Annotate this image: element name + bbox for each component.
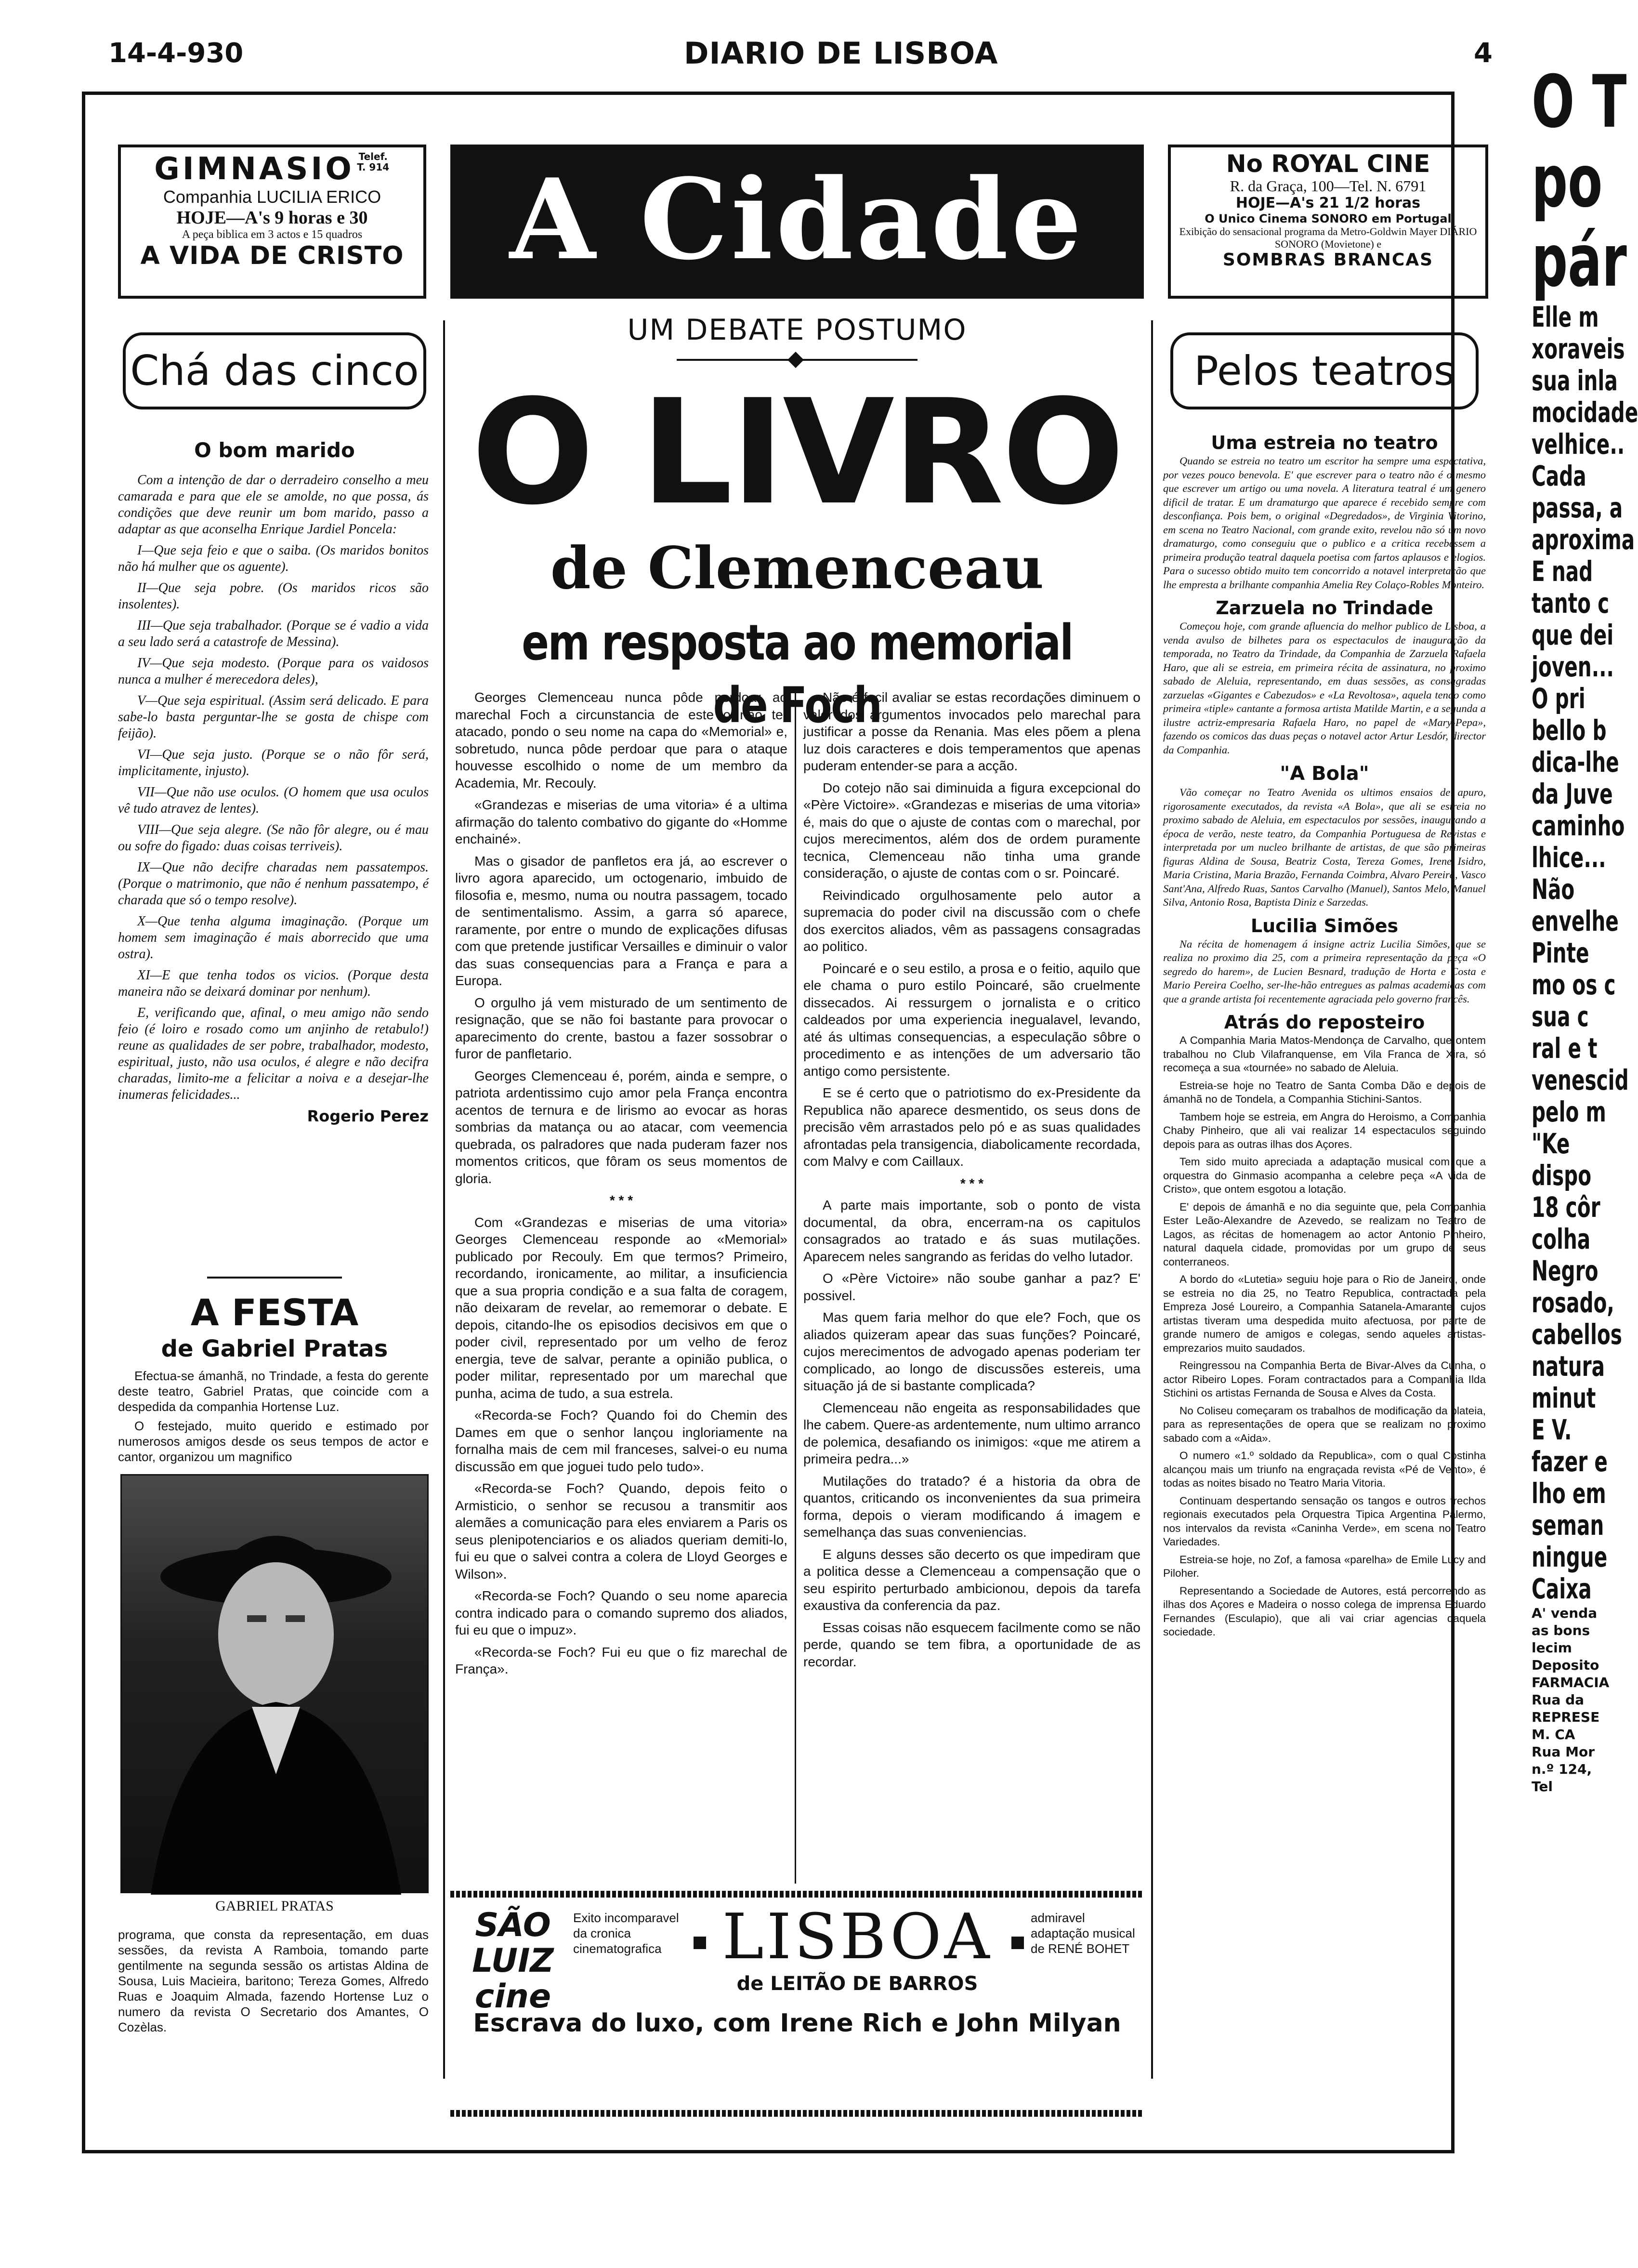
sao-luiz-logo: SÃO LUIZ cine xyxy=(472,1906,554,2016)
edge-strip-line: Pinte xyxy=(1532,936,1589,969)
edge-strip-line: A' venda xyxy=(1532,1605,1598,1621)
reposteiro-item: A bordo do «Lutetia» seguiu hoje para o Rio de Janeiro, onde se estreia no dia 25, no Teatro Republica, contractada pela Empreza José Loureiro, a Companhia Satanela-Amarante, cujos artistas tiveram uma despedida muito afectuosa, por parte de grande numero de amigos e colegas, sendo aqueles artistas-emprezarios muito saudados. xyxy=(1163,1273,1486,1354)
gimnasio-company: Companhia LUCILIA ERICO xyxy=(163,187,381,207)
edge-strip-line: rosado, xyxy=(1532,1286,1614,1319)
zarzuela-text: Começou hoje, com grande afluencia do melhor publico de Lisboa, a venda avulso de bilhetes para os espectaculos de inauguração da temporada, no Teatro da Trindade, da Companhia de Zarzuela Rafaela Haro, que ali se estreia, em primeira récita de assinatura, no proximo sabado de Aleluia, representando, em duas sessões, as consagradas zarzuelas «Gigantes e Cabezudos» e «La Revoltosa», aquela tendo como primeira «tiple» cantante a formosa artista Matilde Martin, e a segunda a ilustre actriz-empresaria Rafaela Haro, no papel de «Mary-Pepa», fazendo os comicos das duas peças o notavel actor Artur Lesdór, director da Companhia. xyxy=(1163,620,1486,756)
main-paragraph: Mutilações do tratado? é a historia da obra de quantos, criticando os inconvenientes da sua primeira forma, depois o vieram modificando á imagem e semelhança das suas conveniencias. xyxy=(803,1473,1140,1540)
edge-strip-line: Não xyxy=(1532,873,1575,906)
edge-strip-line: E V. xyxy=(1532,1413,1572,1446)
estreia-text: Quando se estreia no teatro um escritor ha sempre uma espectativa, por vezes pouco benevola. E' que escrever para o teatro não é o mesmo que escrever um artigo ou uma novela. A literatura teatral é um genero dificil de tratar. E um dramaturgo que aparece é recebido sempre com desconfiança. Pois bem, o original «Degredados», de Virginia Vitorino, em scena no Teatro Nacional, com grande exito, revelou não só um novo dramaturgo, como conseguiu que o publico e a critica recebessem a primeira produção teatral daquela poetisa com fartos aplausos e elogios. Para o sucesso obtido muito tem concorrido a notavel interpretação que lhe empresta a brilhante companhia Amelia Rey Colaço-Robles Monteiro. xyxy=(1163,455,1486,591)
edge-strip-line: sua c xyxy=(1532,1000,1589,1033)
royal-line3: SOMBRAS BRANCAS xyxy=(1222,250,1434,270)
edge-strip-line: seman xyxy=(1532,1509,1604,1542)
masthead-paper: DIARIO DE LISBOA xyxy=(684,36,998,71)
main-kicker: UM DEBATE POSTUMO xyxy=(627,313,967,347)
ad-left-text: Exito incomparavel da cronica cinematografica xyxy=(573,1911,679,1956)
festa-article xyxy=(118,1368,429,1468)
section-title: A Cidade xyxy=(510,155,1085,285)
edge-strip-line: caminho xyxy=(1532,809,1625,842)
edge-strip-line: FARMACIA xyxy=(1532,1675,1610,1690)
main-paragraph: E se é certo que o patriotismo do ex-Presidente da Republica não aparece desmentido, os seus dons de precisão vêm arrastados pelo pó e as suas qualidades afrontadas pela transigencia, diabolicamente recordada, com Malvy e com Caillaux. xyxy=(803,1085,1140,1169)
main-paragraph: O «Père Victoire» não soube ganhar a paz? E' possivel. xyxy=(803,1271,1140,1303)
edge-strip-line: "Ke xyxy=(1532,1127,1570,1160)
edge-strip-line: n.º 124, xyxy=(1532,1761,1592,1777)
gimnasio-today: HOJE—A's 9 horas e 30 xyxy=(176,208,368,228)
edge-strip-lines xyxy=(1532,60,1638,1795)
estreia-headline: Uma estreia no teatro xyxy=(1211,432,1438,453)
lucilia-text: Na récita de homenagem á insigne actriz Lucilia Simões, que se realiza no proximo dia 25, com a primeira representação da peça «O segredo do harem», de Lucien Besnard, tradução de Horta e Costa e Mario Pereira Coelho, ser-lhe-hão entregues as palmas academicas com que a grande artista foi recentemente agraciada pelo governo francês. xyxy=(1163,937,1486,1005)
portrait-photo xyxy=(120,1474,429,1893)
cha-banner-text: Chá das cinco xyxy=(130,347,419,395)
reposteiro-item: Continuam despertando sensação os tangos e outros trechos regionais executados pela Orquestra Tipica Argentina Palermo, nos intervalos da revista «Caninha Verde», em scena no Teatro Variedades. xyxy=(1163,1494,1486,1548)
edge-strip-line: Deposito xyxy=(1532,1657,1599,1673)
cha-paragraph: I—Que seja feio e que o saiba. (Os maridos bonitos não há mulher que os aguente). xyxy=(118,543,429,574)
ad-title: LISBOA xyxy=(722,1900,993,1973)
main-column-2 xyxy=(803,689,1140,1675)
main-paragraph: «Recorda-se Foch? Quando o seu nome aparecia contra indicado para o comando supremo dos aliados, fui eu que o impuz». xyxy=(455,1588,787,1637)
cha-paragraph: VIII—Que seja alegre. (Se não fôr alegre, ou é mau ou sofre do figado: duas coisas terriveis). xyxy=(118,822,429,854)
main-paragraph: Com «Grandezas e miserias de uma vitoria» Georges Clemenceau responde ao «Memorial» publicado por Recouly. Em que termos? Primeiro, recordando, ironicamente, ao militar, a insuficiencia que a sua propria condição e a sua falta de coragem, não deixaram de revelar, ao rememorar o debate. E depois, citando-lhe os episodios decisivos em que o poder civil, representado por um velho de feroz energia, teve de salvar, perante a opinião publica, o poder militar, representado por um marechal que punha, acima de tudo, a sua estrela. xyxy=(455,1214,787,1401)
masthead-page-number: 4 xyxy=(1474,38,1493,69)
main-paragraph: Não é facil avaliar se estas recordações diminuem o valor dos argumentos invocados pelo marechal para justificar a posse da Renania. Mas eles põem a plena luz dois caracteres e dois temperamentos que apenas puderam entender-se para a acção. xyxy=(803,690,1140,773)
edge-strip-line: lhice... xyxy=(1532,841,1606,874)
reposteiro-item: Tem sido muito apreciada a adaptação musical com que a orquestra do Ginmasio acompanha a celebre peça «A vida de Cristo», que ontem esgotou a lotação. xyxy=(1163,1156,1486,1195)
edge-strip-line: dica-lhe xyxy=(1532,746,1619,778)
main-paragraph: Georges Clemenceau é, porém, ainda e sempre, o patriota ardentissimo cujo amor pela França encontra acentos de ternura e de lirismo ao evocar as horas sombrias da matança ou ao atacar, com veemencia quebrada, os palradores que nada puderam fazer nos momentos criticos, que fôram os seus momentos de gloria. xyxy=(455,1068,787,1186)
festa-subhead: de Gabriel Pratas xyxy=(161,1335,388,1362)
royal-address: R. da Graça, 100—Tel. N. 6791 xyxy=(1230,177,1427,195)
main-paragraph: O orgulho já vem misturado de um sentimento de resignação, que se não foi bastante para provocar o aparecimento do crente, bastou a fazer sossobrar o furor de panfletario. xyxy=(455,995,787,1061)
main-paragraph: A parte mais importante, sob o ponto de vista documental, da obra, encerram-na os capitulos consagrados ao tratado e ás suas mutilações. Aparecem neles sangrando as feridas do velho lutador. xyxy=(803,1198,1140,1264)
column-rule xyxy=(795,689,796,1884)
edge-strip xyxy=(1532,60,1638,2216)
ad-by-line: de LEITÃO DE BARROS xyxy=(736,1973,978,1995)
edge-strip-line: que dei xyxy=(1532,619,1614,651)
edge-strip-line: pár xyxy=(1532,219,1627,303)
edge-strip-line: as bons xyxy=(1532,1622,1590,1638)
royal-name: No ROYAL CINE xyxy=(1226,150,1430,178)
cha-author: Rogerio Perez xyxy=(307,1107,429,1125)
edge-strip-line: M. CA xyxy=(1532,1727,1575,1742)
reposteiro-item: E' depois de ámanhã e no dia seguinte que, pela Companhia Ester Leão-Alexandre de Azevedo, se realizam no Teatro de Lagos, as récitas de homenagem ao actor Antonio Pinheiro, natural daquela cidade, promovidas por um grupo de seus conterraneos. xyxy=(1163,1200,1486,1268)
cha-article xyxy=(118,472,429,1124)
reposteiro-item: Representando a Sociedade de Autores, está percorrendo as ilhas dos Açores e Madeira o nosso colega de imprensa Eduardo Fernandes (Esculapio), que ali vai criar agencias daquela sociedade. xyxy=(1163,1584,1486,1638)
gimnasio-title: A VIDA DE CRISTO xyxy=(140,241,404,270)
teatros-column xyxy=(1163,431,1486,1643)
festa-headline: A FESTA xyxy=(190,1291,359,1334)
edge-strip-line: joven... xyxy=(1532,650,1614,683)
cha-paragraph: IV—Que seja modesto. (Porque para os vaidosos nunca a mulher é merecedora deles), xyxy=(118,656,429,687)
lucilia-headline: Lucilia Simões xyxy=(1250,915,1399,936)
cha-paragraph: III—Que seja trabalhador. (Porque se é vadio a vida a seu lado será a catastrofe de Messina). xyxy=(118,618,429,649)
masthead-date: 14-4-930 xyxy=(108,38,244,69)
main-paragraph: Poincaré e o seu estilo, a prosa e o feitio, aquilo que ele chama o puro estilo Poincaré, são cruelmente dissecados. Ai ressurgem o jornalista e o critico caldeados por uma experiencia inegualavel, levando, até ás ultimas consequencias, a especulação sôbre o procedimento e as intenções de um adversario tão antigo como persistente. xyxy=(803,961,1140,1079)
gimnasio-ad xyxy=(118,145,426,299)
cha-paragraph: V—Que seja espiritual. (Assim será delicado. E para sabe-lo basta perguntar-lhe se gosta de chispe com feijão). xyxy=(118,693,429,741)
main-paragraph: Mas quem faria melhor do que ele? Foch, que os aliados quizeram apear das suas funções? Poincaré, cujos merecimentos de advogado apenas poderiam ter complicado, ao longo de discussões estereis, uma situação já de si bastante complicada? xyxy=(803,1310,1140,1393)
ad-bullet xyxy=(1011,1937,1024,1949)
column-rule xyxy=(443,320,445,2079)
edge-strip-line: Elle m xyxy=(1532,301,1599,333)
royal-line2: Exibição do sensacional programa da Metro-Goldwin Mayer DIÁRIO SONORO (Movietone) e xyxy=(1179,225,1477,250)
edge-strip-line: lecim xyxy=(1532,1640,1572,1656)
festa-paragraph: Efectua-se ámanhã, no Trindade, a festa do gerente deste teatro, Gabriel Pratas, que coincide com a despedida da companhia Hortense Luz. xyxy=(118,1369,429,1414)
cha-paragraph: IX—Que não decifre charadas nem passatempos. (Porque o matrimonio, que não é nenhum passatempo, é charada que só o tempo resolve). xyxy=(118,860,429,908)
main-paragraph: «Grandezas e miserias de uma vitoria» é a ultima afirmação do talento combativo do gigante do «Homme enchainé». xyxy=(455,797,787,846)
edge-strip-line: E nad xyxy=(1532,555,1593,588)
edge-strip-line: Tel xyxy=(1532,1779,1553,1794)
edge-strip-line: pelo m xyxy=(1532,1095,1606,1128)
edge-strip-line: natura xyxy=(1532,1350,1605,1383)
teatros-banner-text: Pelos teatros xyxy=(1194,347,1455,395)
main-paragraph: E alguns desses são decerto os que impediram que a politica desse a Clemenceau a compensação que o seu espirito perturbado ambicionou, depois da tarefa exaustiva da conferencia da paz. xyxy=(803,1546,1140,1613)
ad-bottom-border xyxy=(450,2110,1144,2117)
festa-divider xyxy=(207,1277,342,1279)
main-paragraph: Clemenceau não engeita as responsabilidades que lhe cabem. Quere-as ardentemente, num ultimo arranco de polemica, desafiando os inimigos: «que me atirem a primeira pedra...» xyxy=(803,1400,1140,1466)
main-paragraph: Reivindicado orgulhosamente pelo autor a supremacia do poder civil na discussão com o chefe dos exercitos aliados, vêm as passagens consagradas ao politico. xyxy=(803,887,1140,954)
edge-strip-line: po xyxy=(1532,140,1603,224)
edge-strip-line: cabellos xyxy=(1532,1318,1622,1351)
edge-strip-line: O pri xyxy=(1532,682,1586,715)
reposteiro-text xyxy=(1163,1034,1486,1639)
edge-strip-line: REPRESE xyxy=(1532,1709,1600,1725)
main-paragraph: «Recorda-se Foch? Fui eu que o fiz marechal de França». xyxy=(455,1644,787,1676)
bola-headline: "A Bola" xyxy=(1280,763,1369,785)
main-paragraph: Essas coisas não esquecem facilmente como se não perde, quando se tem fibra, a oportunidade de as recordar. xyxy=(803,1620,1140,1669)
reposteiro-item: Estreia-se hoje no Teatro de Santa Comba Dão e depois de ámanhã no de Tondela, a Companhia Stichini-Santos. xyxy=(1163,1079,1486,1105)
edge-strip-line: minut xyxy=(1532,1382,1596,1414)
ad-film: Escrava do luxo, com Irene Rich e John Milyan xyxy=(473,2009,1121,2038)
main-paragraph: Georges Clemenceau nunca pôde perdoar ao marechal Foch a circunstancia de este o não ter atacado, pondo o seu nome na capa do «Memorial» e, sobretudo, nunca pôde perdoar que para o ataque houvesse escolhido o nome de um membro da Academia, Mr. Recouly. xyxy=(455,690,787,791)
edge-strip-line: ral e t xyxy=(1532,1032,1598,1065)
zarzuela-headline: Zarzuela no Trindade xyxy=(1216,597,1433,619)
edge-strip-line: dispo xyxy=(1532,1159,1592,1192)
portrait-figure xyxy=(122,1476,430,1895)
edge-strip-line: colha xyxy=(1532,1223,1591,1255)
reposteiro-item: Reingressou na Companhia Berta de Bivar-Alves da Cunha, o actor Ribeiro Lopes. Foram contractados para a Companhia Ilda Stichini os artistas Fernanda de Sousa e Alves da Costa. xyxy=(1163,1359,1486,1399)
royal-line1: O Unico Cinema SONORO em Portugal xyxy=(1205,212,1452,225)
edge-strip-line: Rua da xyxy=(1532,1692,1585,1708)
main-paragraph: Do cotejo não sai diminuida a figura excepcional do «Père Victoire». «Grandezas e miserias de uma vitoria» é, mais do que o ajuste de contas com o marechal, por cujos merecimentos, além dos de ordem puramente tecnica, Clemenceau não tinha uma grande consideração, o ajuste de contas com o sr. Poincaré. xyxy=(803,780,1140,881)
festa-continuation xyxy=(118,1927,429,2039)
edge-strip-line: O T xyxy=(1532,60,1627,144)
cha-paragraph: VI—Que seja justo. (Porque se o não fôr será, implicitamente, injusto). xyxy=(118,747,429,778)
ad-right-text: admiravel adaptação musical de RENÉ BOHET xyxy=(1031,1911,1135,1956)
edge-strip-line: Cada xyxy=(1532,460,1586,492)
main-paragraph: «Recorda-se Foch? Quando foi do Chemin des Dames em que o senhor lançou ingloriamente na fornalha mais de cem mil franceses, salvei-o eu numa discussão em que joguei tudo pelo tudo». xyxy=(455,1408,787,1474)
edge-strip-line: ningue xyxy=(1532,1541,1608,1573)
reposteiro-item: A Companhia Maria Matos-Mendonça de Carvalho, que ontem trabalhou no Club Vilafranquense, em Vila Franca de Xira, só recomeça a sua «tournée» no sabado de Aleluia. xyxy=(1163,1034,1486,1074)
edge-strip-line: sua inla xyxy=(1532,364,1618,397)
portrait-caption: GABRIEL PRATAS xyxy=(215,1898,334,1914)
reposteiro-item: O numero «1.º soldado da Republica», com o qual Costinha alcançou mais um triunfo na engraçada revista «Pé de Vento», é todas as noites bisado no Teatro Maria Vitoria. xyxy=(1163,1450,1486,1489)
royal-cine-ad xyxy=(1168,145,1488,299)
edge-strip-line: tanto c xyxy=(1532,587,1610,620)
edge-strip-line: velhice.. xyxy=(1532,428,1625,461)
edge-strip-line: Negro xyxy=(1532,1254,1599,1287)
edge-strip-line: lho em xyxy=(1532,1477,1606,1510)
cha-paragraph: X—Que tenha alguma imaginação. (Porque um homem sem imaginação é mais aborrecido que uma ostra). xyxy=(118,914,429,962)
reposteiro-headline: Atrás do reposteiro xyxy=(1224,1012,1425,1033)
main-deck: em resposta ao memorial de Foch xyxy=(522,614,1073,734)
cha-paragraph: Com a intenção de dar o derradeiro conselho a meu camarada e para que ele se amolde, no que possa, ás condições que deve reunir um bom marido, passo a adaptar as que aconselha Enrique Jardiel Poncela: xyxy=(118,473,429,537)
reposteiro-item: No Coliseu começaram os trabalhos de modificação da plateia, para as representações de opera que se realizam no proximo sabado com a «Aida». xyxy=(1163,1404,1486,1444)
section-break: * * * xyxy=(960,1175,984,1191)
edge-strip-line: aproxima xyxy=(1532,523,1635,556)
gimnasio-piece: A peça biblica em 3 actos e 15 quadros xyxy=(182,228,363,241)
gimnasio-tel: Telef. T. 914 xyxy=(357,151,390,173)
reposteiro-item: Estreia-se hoje, no Zof, a famosa «parelha» de Emile Lucy and Piloher. xyxy=(1163,1553,1486,1579)
edge-strip-line: envelhe xyxy=(1532,905,1619,937)
section-break: * * * xyxy=(609,1193,633,1208)
gimnasio-name: GIMNASIO xyxy=(154,151,354,187)
cha-paragraph: XI—E que tenha todos os vicios. (Porque desta maneira não se deixará dominar por nenhum). xyxy=(118,968,429,999)
bola-text: Vão começar no Teatro Avenida os ultimos ensaios de apuro, rigorosamente executados, da revista «A Bola», que ali se estreia no proximo sabado de Aleluia, em espectaculos por sessões, inaugurando a época de verão, neste teatro, da Companhia Portuguesa de Revistas e interpretada por um nucleo brilhante de artistas, de que são primeiras figuras Aldina de Sousa, Beatriz Costa, Tereza Gomes, Irene Isidro, Maria Cristina, Maria Brazão, Fernanda Coimbra, Alvaro Pereira, Vasco Sant'Ana, Alfredo Ruas, Santos Carvalho (Manuel), Santos Melo, Manuel Silva, Antonio Rosa, Baptista Diniz e Sarzedas. xyxy=(1163,786,1486,908)
main-headline: O LIVRO xyxy=(471,369,1123,537)
royal-today: HOJE—A's 21 1/2 horas xyxy=(1235,195,1421,211)
main-paragraph: Mas o gisador de panfletos era já, ao escrever o livro agora aparecido, um octogenario, imbuido de filosofia e, mesmo, numa ou noutra passagem, tocado de sentimentalismo. Assim, a garra só aparece, raramente, por entre o mundo de explicações difusas com que pretende justificar Versailles e diminuir o valor das suas consequencias para a França e para a Europa. xyxy=(455,853,787,988)
main-paragraph: «Recorda-se Foch? Quando, depois feito o Armisticio, o senhor se recusou a transmitir aos alemães a comunicação para eles enviarem a Paris os seus plenipotenciarios e os aliados queriam demiti-lo, fui eu que o salvei contra a colera de Lloyd Georges e Wilson». xyxy=(455,1481,787,1582)
edge-strip-line: da Juve xyxy=(1532,778,1613,810)
edge-strip-line: passa, a xyxy=(1532,491,1623,524)
cha-paragraph: E, verificando que, afinal, o meu amigo não sendo feio (é loiro e rosado como um anjinho de retabulo!) reune as qualidades de ser pobre, trabalhador, modesto, espiritual, justo, não usa oculos, é alegre e não decifra charadas, limito-me a felicitar a noiva e a desejar-lhe inumeras felicidades... xyxy=(118,1005,429,1102)
edge-strip-line: xoraveis xyxy=(1532,332,1625,365)
edge-strip-line: bello b xyxy=(1532,714,1607,747)
festa-paragraph: O festejado, muito querido e estimado por numerosos amigos desde os seus tempos de actor e cantor, organizou um magnifico xyxy=(118,1419,429,1464)
cha-paragraph: II—Que seja pobre. (Os maridos ricos são insolentes). xyxy=(118,580,429,612)
edge-strip-line: Caixa xyxy=(1532,1572,1592,1605)
edge-strip-line: mo os c xyxy=(1532,968,1616,1001)
festa-paragraph: programa, que consta da representação, em duas sessões, da revista A Ramboia, tomando parte gentilmente na segunda sessão os artistas Aldina de Sousa, Luis Macieira, baritono; Tereza Gomes, Alfredo Ruas e Joaquim Almada, fazendo Hortense Luz o numero da revista O Secretario dos Amantes, O Cozèlas. xyxy=(118,1927,429,2034)
edge-strip-line: fazer e xyxy=(1532,1445,1608,1478)
cha-headline: O bom marido xyxy=(194,438,355,462)
main-subhead: de Clemenceau xyxy=(550,534,1044,602)
edge-strip-line: mocidade xyxy=(1532,396,1638,429)
ad-top-border xyxy=(450,1891,1144,1898)
main-column-1 xyxy=(455,689,787,1683)
edge-strip-line: Rua Mor xyxy=(1532,1744,1595,1760)
cha-paragraph: VII—Que não use oculos. (O homem que usa oculos vê tudo atravez de lentes). xyxy=(118,785,429,816)
edge-strip-line: 18 côr xyxy=(1532,1191,1600,1224)
column-rule xyxy=(1151,320,1153,2079)
ad-bullet xyxy=(694,1937,706,1949)
edge-strip-line: venescid xyxy=(1532,1064,1629,1096)
reposteiro-item: Tambem hoje se estreia, em Angra do Heroismo, a Companhia Chaby Pinheiro, que ali vai realizar 14 espectaculos seguindo depois para as outras ilhas dos Açores. xyxy=(1163,1110,1486,1150)
